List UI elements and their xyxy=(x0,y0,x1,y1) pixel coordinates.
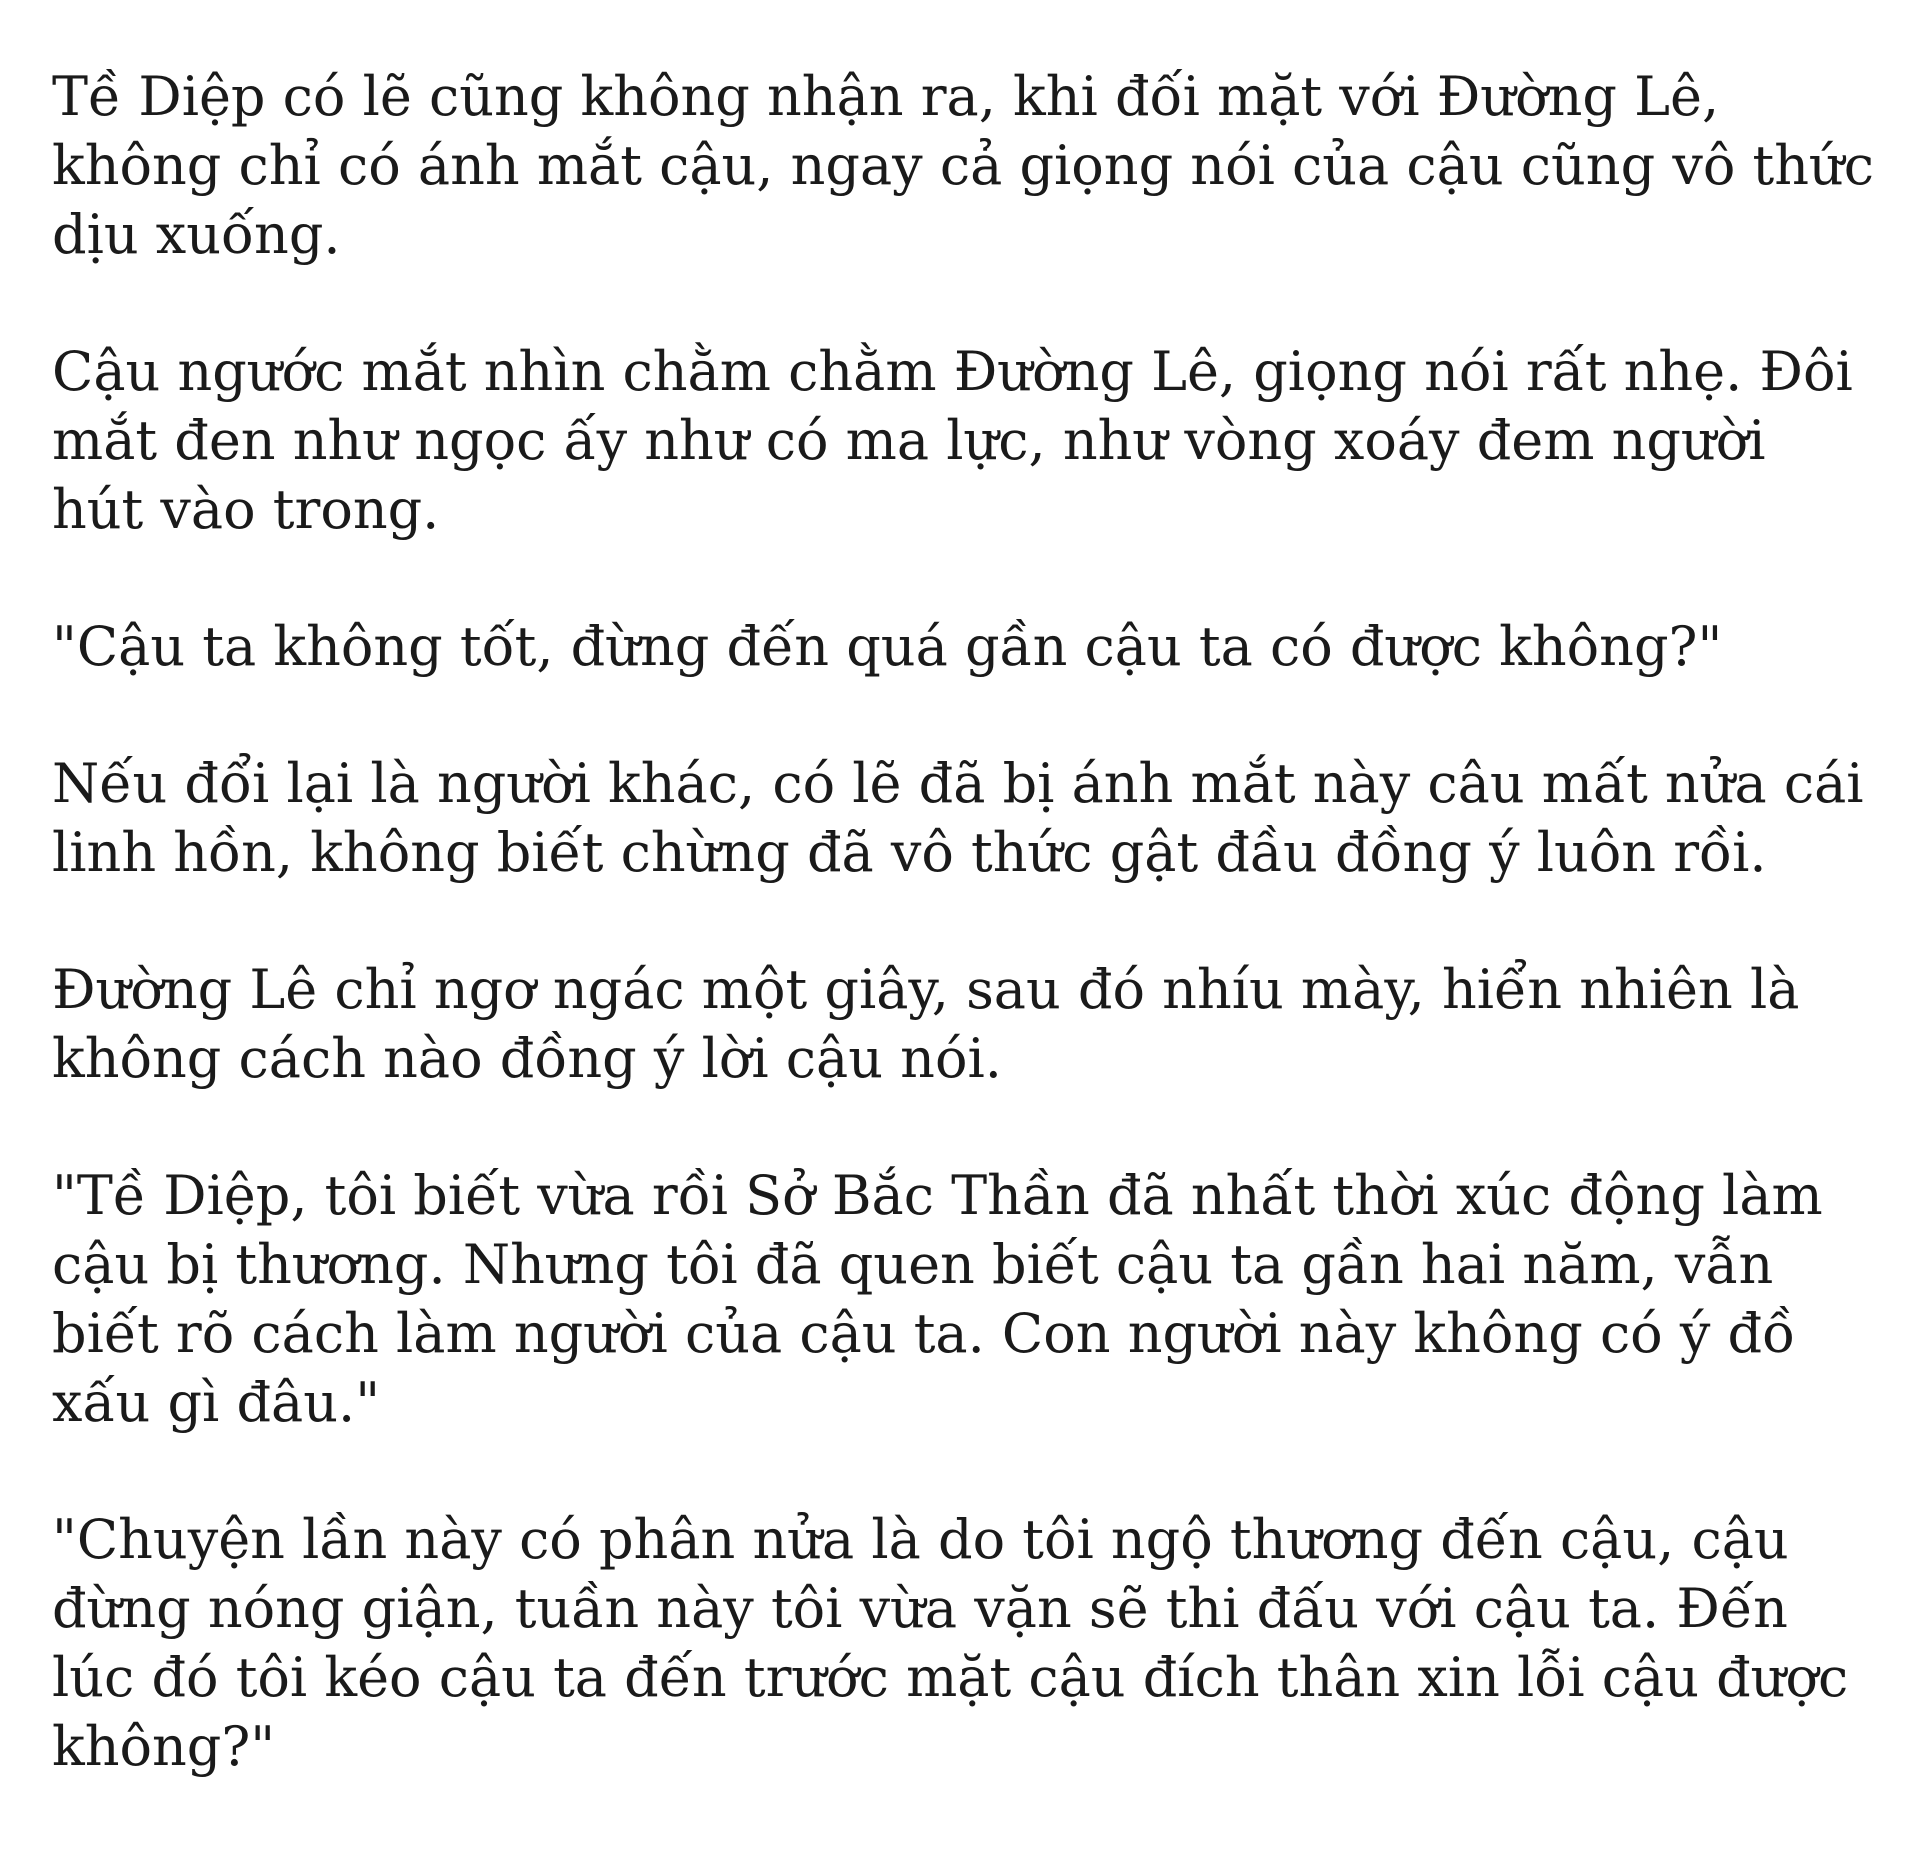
text-line: "Chuyện lần này có phân nửa là do tôi ngộ thương đến cậu, cậu xyxy=(52,1508,1789,1571)
text-line: không?" xyxy=(52,1715,276,1778)
text-line: Tề Diệp có lẽ cũng không nhận ra, khi đối mặt với Đường Lê, xyxy=(52,65,1720,128)
text-line: lúc đó tôi kéo cậu ta đến trước mặt cậu đích thân xin lỗi cậu được xyxy=(52,1646,1849,1709)
text-line: mắt đen như ngọc ấy như có ma lực, như vòng xoáy đem người xyxy=(52,409,1766,472)
text-line: Cậu ngước mắt nhìn chằm chằm Đường Lê, giọng nói rất nhẹ. Đôi xyxy=(52,340,1853,403)
paragraph-4 xyxy=(52,749,1912,887)
text-line: Đường Lê chỉ ngơ ngác một giây, sau đó nhíu mày, hiển nhiên là xyxy=(52,958,1800,1021)
paragraph-1 xyxy=(52,62,1912,269)
text-line: hút vào trong. xyxy=(52,478,440,541)
paragraph-5 xyxy=(52,955,1912,1093)
text-line: không chỉ có ánh mắt cậu, ngay cả giọng nói của cậu cũng vô thức xyxy=(52,134,1874,197)
text-line: cậu bị thương. Nhưng tôi đã quen biết cậu ta gần hai năm, vẫn xyxy=(52,1233,1774,1296)
paragraph-2 xyxy=(52,337,1912,544)
text-line: biết rõ cách làm người của cậu ta. Con người này không có ý đồ xyxy=(52,1302,1796,1365)
text-line: đừng nóng giận, tuần này tôi vừa vặn sẽ thi đấu với cậu ta. Đến xyxy=(52,1577,1788,1640)
paragraph-7 xyxy=(52,1505,1912,1781)
text-line: xấu gì đâu." xyxy=(52,1371,381,1434)
text-line: "Tề Diệp, tôi biết vừa rồi Sở Bắc Thần đã nhất thời xúc động làm xyxy=(52,1164,1823,1227)
text-line: linh hồn, không biết chừng đã vô thức gật đầu đồng ý luôn rồi. xyxy=(52,821,1767,884)
paragraph-3 xyxy=(52,612,1912,681)
text-line: Nếu đổi lại là người khác, có lẽ đã bị ánh mắt này câu mất nửa cái xyxy=(52,752,1864,815)
document-page xyxy=(52,62,1912,1849)
text-line: dịu xuống. xyxy=(52,203,341,266)
paragraph-6 xyxy=(52,1161,1912,1437)
text-line: "Cậu ta không tốt, đừng đến quá gần cậu ta có được không?" xyxy=(52,615,1723,678)
text-line: không cách nào đồng ý lời cậu nói. xyxy=(52,1027,1002,1090)
